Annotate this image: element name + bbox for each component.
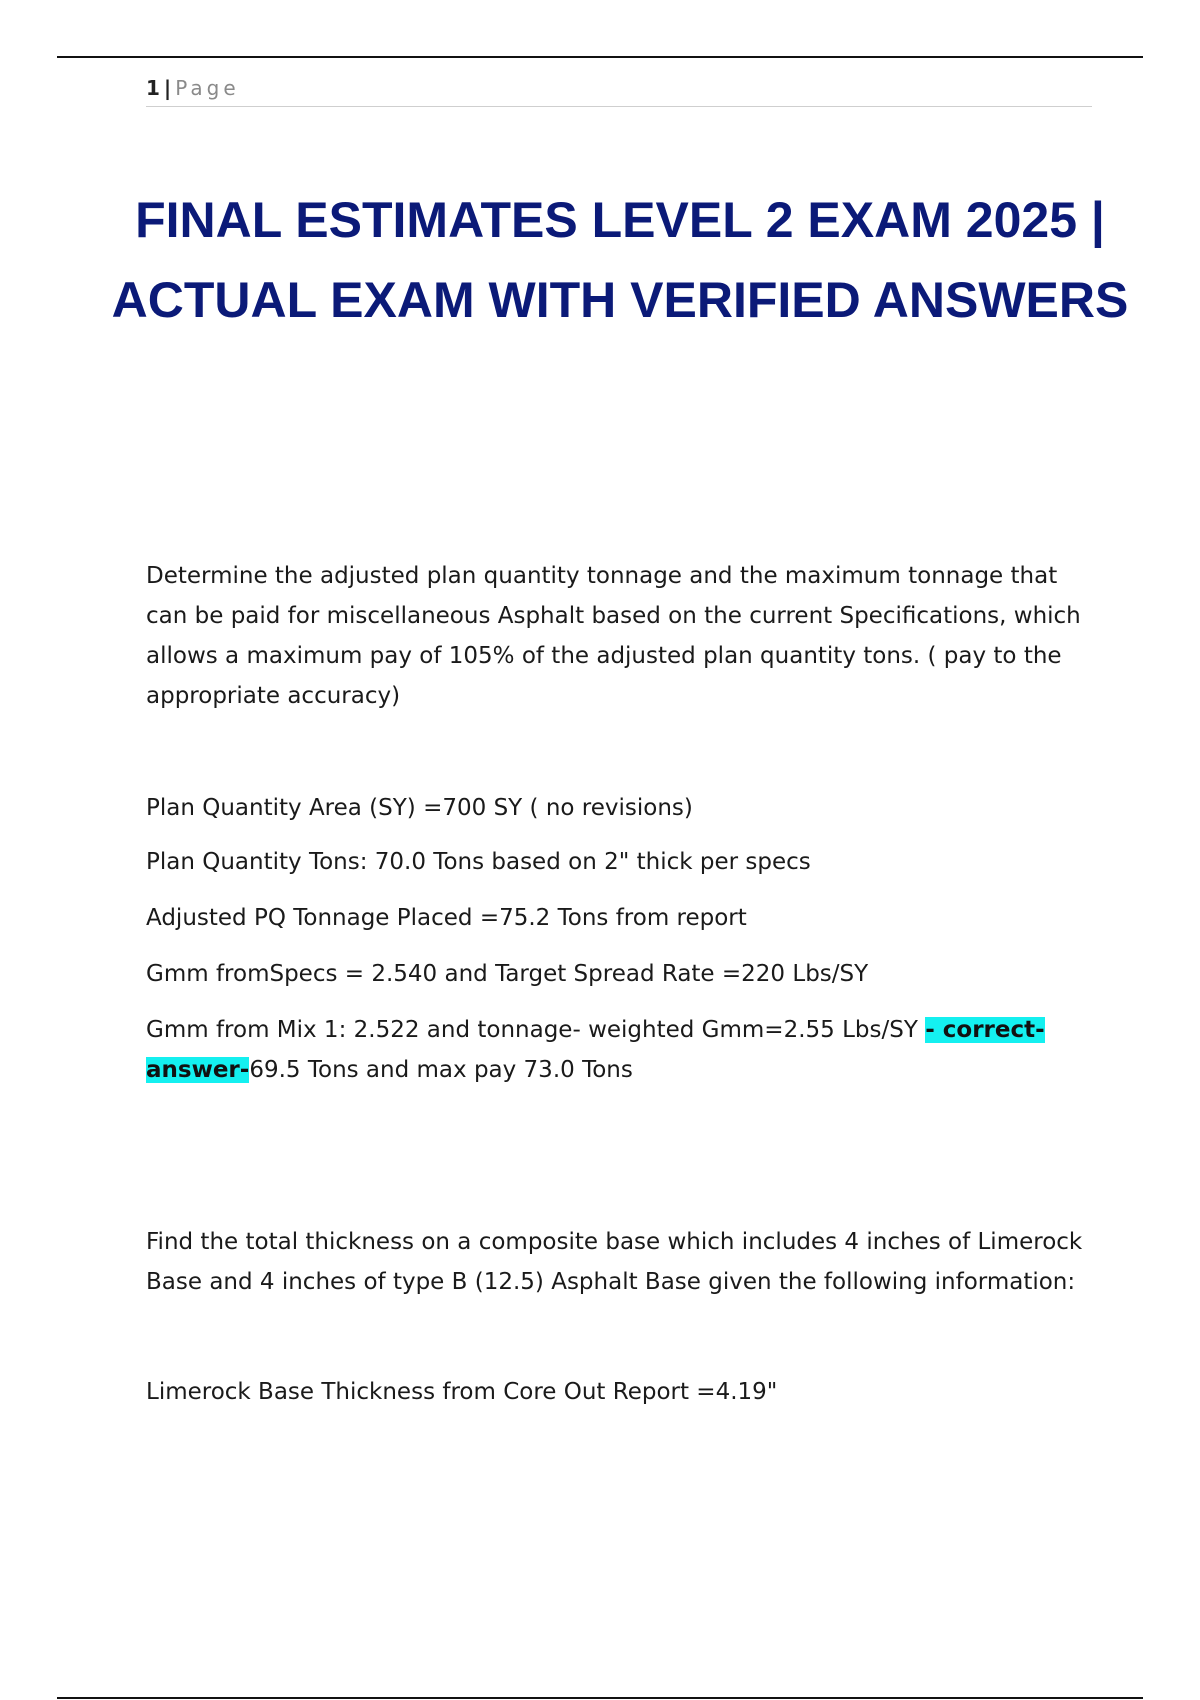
question-2-prompt: Find the total thickness on a composite base which includes 4 inches of Limerock Base and 4 inches of type B (12.5) Asphalt Base given the following information: <box>146 1229 1083 1295</box>
page-number: 1 <box>146 76 160 100</box>
gmm-mix-text: Gmm from Mix 1: 2.522 and tonnage- weighted Gmm=2.55 Lbs/SY <box>146 1017 926 1043</box>
question-1-line-plan-tons: Plan Quantity Tons: 70.0 Tons based on 2" thick per specs <box>146 849 811 875</box>
question-1-line-gmm-specs: Gmm fromSpecs = 2.540 and Target Spread Rate =220 Lbs/SY <box>146 961 869 987</box>
page-header <box>146 76 1092 107</box>
question-1-line-adjusted-tonnage: Adjusted PQ Tonnage Placed =75.2 Tons from report <box>146 905 747 931</box>
page-header-separator: | <box>163 76 172 100</box>
correct-answer-marker-cont: answer- <box>146 1057 250 1083</box>
correct-answer-marker: - correct- <box>925 1017 1045 1043</box>
question-1-answer-line <box>146 1050 1106 1090</box>
question-1-line-gmm-mix <box>146 1010 1106 1050</box>
page-word: Page <box>175 76 240 100</box>
bottom-rule <box>57 1697 1143 1699</box>
top-rule <box>57 56 1143 58</box>
question-1-answer: 69.5 Tons and max pay 73.0 Tons <box>249 1057 633 1083</box>
question-1-prompt: Determine the adjusted plan quantity tonnage and the maximum tonnage that can be paid for miscellaneous Asphalt based on the current Specifications, which allows a maximum pay of 105% of the adjusted plan quantity tons. ( pay to the appropriate accuracy) <box>146 563 1081 709</box>
document-title: FINAL ESTIMATES LEVEL 2 EXAM 2025 | ACTUAL EXAM WITH VERIFIED ANSWERS <box>111 192 1129 328</box>
question-2-line-limerock: Limerock Base Thickness from Core Out Report =4.19" <box>146 1379 778 1405</box>
question-1-line-plan-area: Plan Quantity Area (SY) =700 SY ( no revisions) <box>146 795 693 821</box>
